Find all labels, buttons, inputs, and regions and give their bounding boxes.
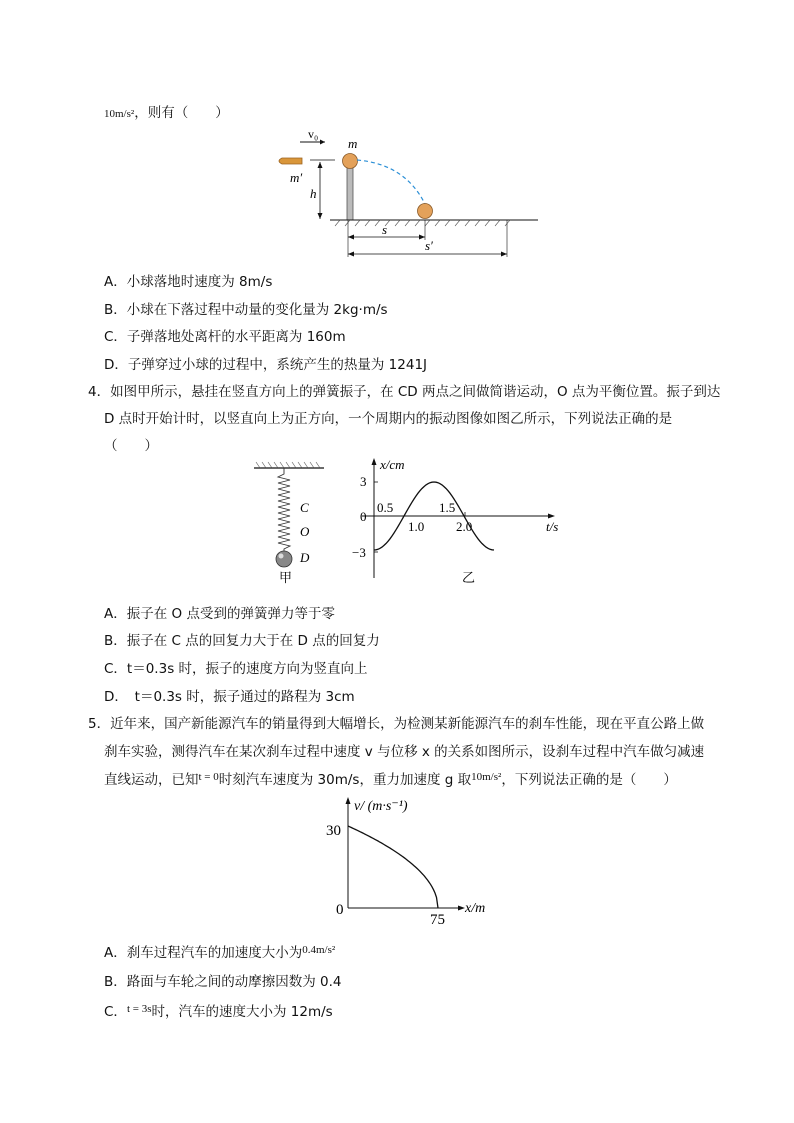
q3-m-label: m <box>348 136 358 151</box>
q4-option-d: D． t＝0.3s 时，振子通过的路程为 3cm <box>104 689 355 705</box>
q5-option-c <box>104 1000 333 1020</box>
q3-option-a: A．小球落地时速度为 8m/s <box>104 274 273 290</box>
q3-ball-top <box>343 154 358 169</box>
q3-m-prime-label: m′ <box>290 170 303 185</box>
q3-sp-arrow-right <box>501 252 507 257</box>
q5-option-b: B．路面与车轮之间的动摩擦因数为 0.4 <box>104 974 342 990</box>
q3-pole <box>347 168 353 220</box>
q3-v0-label: v₀ <box>308 127 319 141</box>
q4-xtick-2.0: 2.0 <box>456 519 473 534</box>
q3-tail-line <box>104 101 229 121</box>
q4-option-c: C．t＝0.3s 时，振子的速度方向为竖直向上 <box>104 661 368 677</box>
q4-ball-highlight <box>279 554 284 559</box>
q5-origin: 0 <box>336 902 344 918</box>
q5-v-x-curve <box>348 826 438 908</box>
q5-x-arrow <box>458 906 465 911</box>
q4-ytick-neg3: −3 <box>352 545 366 560</box>
q4-spring <box>278 468 290 552</box>
q4-figure-jia <box>250 458 330 588</box>
q3-sp-arrow-left <box>348 252 354 257</box>
q4-xtick-0.5: 0.5 <box>377 500 394 515</box>
q5-option-a-value: 0.4m/s² <box>302 944 336 956</box>
q5-option-c-time: t = 3s <box>126 1003 152 1015</box>
q5-t0: t = 0 <box>198 771 219 783</box>
q5-stem-line2: 刹车实验，测得汽车在某次刹车过程中速度 v 与位移 x 的关系如图所示，设刹车过程中汽车做匀减速 <box>104 744 705 760</box>
q3-s-label: s <box>382 222 388 237</box>
q3-v0-arrowhead <box>320 140 325 145</box>
q4-label-o: O <box>300 524 310 539</box>
q4-xlabel: t/s <box>546 519 559 534</box>
q3-h-label: h <box>310 186 317 201</box>
q5-x-75: 75 <box>430 912 445 928</box>
q4-figure-yi <box>352 454 572 589</box>
q5-option-c-text: 时，汽车的速度大小为 12m/s <box>151 1004 333 1020</box>
q4-caption-yi: 乙 <box>462 570 476 585</box>
q4-label-c: C <box>300 500 309 515</box>
q5-y-arrow <box>346 797 351 804</box>
q5-figure <box>322 793 502 928</box>
q3-ground-hatch <box>335 220 510 226</box>
q5-line3-part3: ，下列说法正确的是（ ） <box>501 772 677 788</box>
q4-option-b: B．振子在 C 点的回复力大于在 D 点的回复力 <box>104 633 380 649</box>
q4-label-d: D <box>300 550 310 565</box>
q3-figure <box>270 122 545 262</box>
q4-xtick-1.5: 1.5 <box>439 500 456 515</box>
q3-option-b: B．小球在下落过程中动量的变化量为 2kg·m/s <box>104 302 388 318</box>
q3-h-arrow-top <box>318 162 323 168</box>
q4-ceiling-hatch <box>256 462 320 468</box>
q5-stem-line3 <box>104 768 677 788</box>
q3-s-prime-label: s′ <box>425 238 433 253</box>
q3-tail-text: ，则有（ ） <box>134 105 229 121</box>
q4-stem-line2: D 点时开始计时，以竖直向上为正方向，一个周期内的振动图像如图乙所示，下列说法正确的是 <box>104 411 673 427</box>
q5-y-30: 30 <box>326 823 341 839</box>
q4-stem-line1: 4．如图甲所示，悬挂在竖直方向上的弹簧振子，在 CD 两点之间做简谐运动，O 点为平衡位置。振子到达 <box>88 384 721 400</box>
q5-stem-line1: 5．近年来，国产新能源汽车的销量得到大幅增长，为检测某新能源汽车的刹车性能，现在平直公路上做 <box>88 716 705 732</box>
q4-oscillator-ball <box>276 551 292 567</box>
q4-stem-line3: （ ） <box>104 438 158 454</box>
q5-option-a <box>104 941 335 961</box>
q4-ylabel: x/cm <box>380 457 405 472</box>
q3-s-arrow-left <box>348 235 354 240</box>
q3-option-d: D．子弹穿过小球的过程中，系统产生的热量为 1241J <box>104 357 428 373</box>
q4-ytick-0: 0 <box>360 509 367 524</box>
q4-x-arrow <box>548 514 555 519</box>
q3-bullet-icon <box>279 158 302 164</box>
q3-ball-landed <box>418 204 433 219</box>
q4-ytick-3: 3 <box>360 474 367 489</box>
q5-option-a-text: A．刹车过程汽车的加速度大小为 <box>104 945 303 961</box>
q4-y-arrow <box>372 458 377 465</box>
q4-option-a: A．振子在 O 点受到的弹簧弹力等于零 <box>104 606 335 622</box>
q5-g-value: 10m/s² <box>471 771 502 783</box>
q5-line3-part2: 时刻汽车速度为 30m/s，重力加速度 g 取 <box>218 772 472 788</box>
q3-h-arrow-bottom <box>318 213 323 219</box>
q4-xtick-1.0: 1.0 <box>408 519 425 534</box>
q5-line3-part1: 直线运动，已知 <box>104 772 199 788</box>
q5-option-c-prefix: C． <box>104 1004 127 1020</box>
q5-ylabel: v/ (m·s⁻¹) <box>354 799 408 814</box>
q3-option-c: C．子弹落地处离杆的水平距离为 160m <box>104 329 346 345</box>
q3-trajectory <box>357 160 425 204</box>
q3-g-value: 10m/s² <box>104 108 135 120</box>
q4-caption-jia: 甲 <box>279 570 293 585</box>
q5-xlabel: x/m <box>465 901 486 916</box>
